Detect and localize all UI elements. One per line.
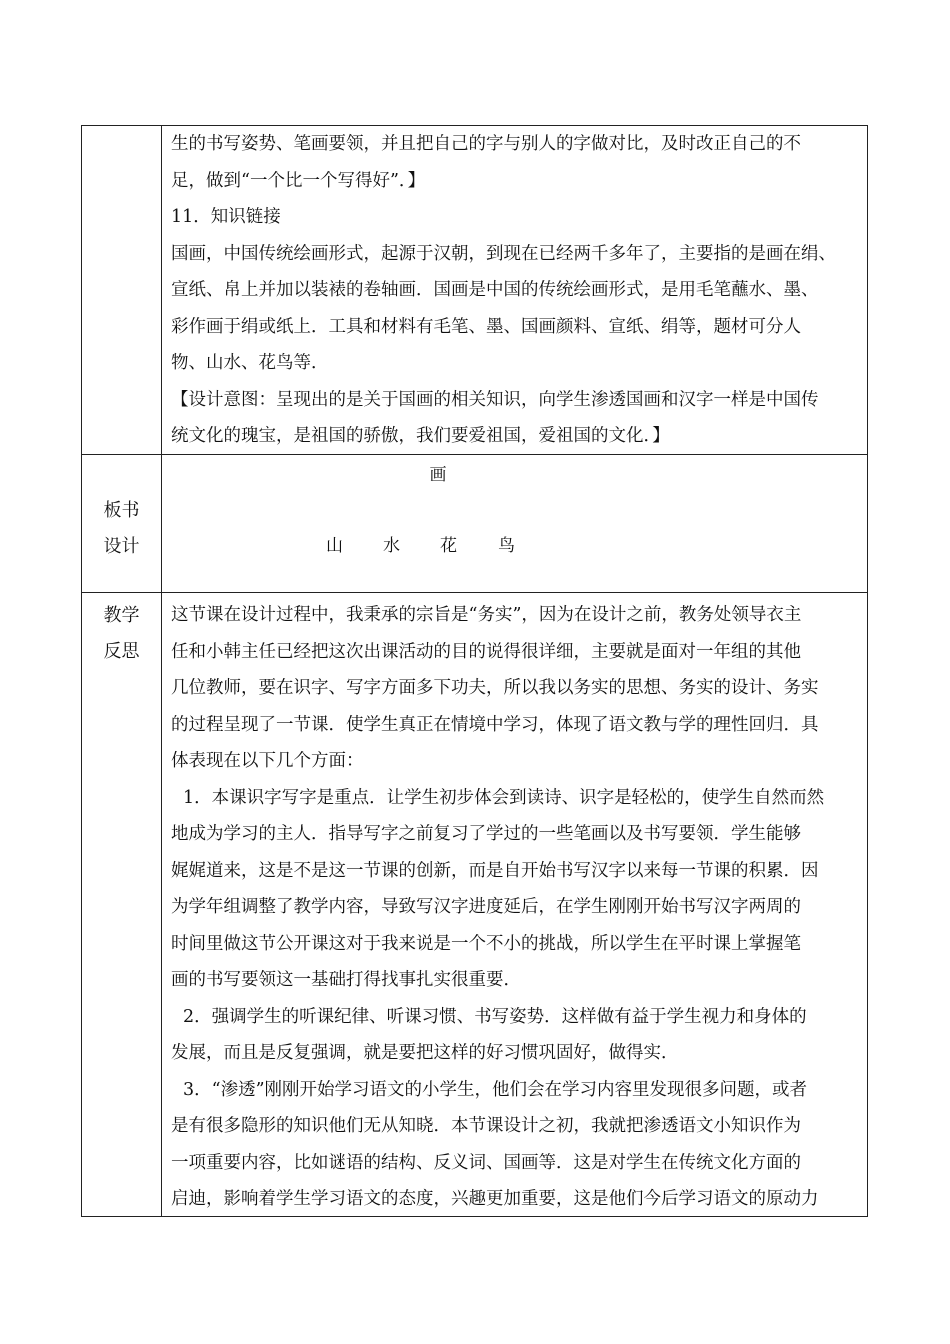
board-item-mountain: 山: [326, 536, 343, 556]
row-divider-2: [82, 592, 867, 593]
label-line: 教学: [103, 605, 140, 626]
point-1-line: 地成为学习的主人．指导写字之前复习了学过的一些笔画以及书写要领．学生能够: [171, 824, 801, 844]
column-divider: [161, 126, 162, 1216]
text-line: 物、山水、花鸟等．: [171, 353, 329, 373]
point-3-line: 一项重要内容，比如谜语的结构、反义词、国画等．这是对学生在传统文化方面的: [171, 1152, 801, 1173]
board-design-label: [82, 493, 161, 565]
label-line: 反思: [103, 641, 140, 662]
reflection-cell: [171, 597, 863, 1218]
board-title: 画: [429, 465, 447, 485]
text-line: 国画，中国传统绘画形式，起源于汉朝，到现在已经两千多年了，主要指的是画在绢、: [171, 243, 836, 264]
point-1-line: 为学年组调整了教学内容，导致写汉字进度延后，在学生刚刚开始书写汉字两周的: [171, 897, 801, 917]
text-line: 这节课在设计过程中，我秉承的宗旨是“务实”，因为在设计之前，教务处领导衣主: [171, 605, 802, 625]
point-3-line: 是有很多隐形的知识他们无从知晓．本节课设计之初，我就把渗透语文小知识作为: [171, 1116, 801, 1136]
point-1-line: 画的书写要领这一基础打得找事扎实很重要．: [171, 970, 521, 990]
text-line: 几位教师，要在识字、写字方面多下功夫，所以我以务实的思想、务实的设计、务实: [171, 678, 819, 698]
reflection-label: [82, 598, 161, 670]
text-line: 统文化的瑰宝，是祖国的骄傲，我们要爱祖国，爱祖国的文化．】: [171, 426, 670, 446]
text-line: 宣纸、帛上并加以装裱的卷轴画．国画是中国的传统绘画形式，是用毛笔蘸水、墨、: [171, 280, 819, 300]
board-item-water: 水: [383, 536, 400, 556]
text-line: 的过程呈现了一节课．使学生真正在情境中学习，体现了语文教与学的理性回归．具: [171, 714, 819, 735]
board-item-bird: 鸟: [498, 536, 515, 556]
point-3-line: 启迪，影响着学生学习语文的态度，兴趣更加重要，这是他们今后学习语文的原动力: [171, 1189, 819, 1209]
point-3-line: 3．“渗透”刚刚开始学习语文的小学生，他们会在学习内容里发现很多问题，或者: [183, 1079, 808, 1100]
board-item-flower: 花: [440, 536, 457, 556]
text-line: 【设计意图：呈现出的是关于国画的相关知识，向学生渗透国画和汉字一样是中国传: [171, 389, 819, 410]
text-line: 体表现在以下几个方面：: [171, 751, 364, 771]
section-heading: 11．知识链接: [171, 207, 281, 227]
label-line: 板书: [103, 500, 140, 521]
text-line: 足，做到“一个比一个写得好”．】: [171, 170, 426, 191]
label-line: 设计: [103, 536, 140, 557]
text-line: 任和小韩主任已经把这次出课活动的目的说得很详细，主要就是面对一年组的其他: [171, 641, 801, 662]
knowledge-link-cell: [171, 126, 863, 455]
point-1-line: 娓娓道来，这是不是这一节课的创新，而是自开始书写汉字以来每一节课的积累．因: [171, 860, 819, 881]
text-line: 彩作画于绢或纸上．工具和材料有毛笔、墨、国画颜料、宣纸、绢等，题材可分人: [171, 316, 801, 337]
point-2-line: 发展，而且是反复强调，就是要把这样的好习惯巩固好，做得实．: [171, 1043, 679, 1063]
point-1-line: 时间里做这节公开课这对于我来说是一个不小的挑战，所以学生在平时课上掌握笔: [171, 933, 801, 954]
text-line: 生的书写姿势、笔画要领，并且把自己的字与别人的字做对比，及时改正自己的不: [171, 134, 801, 154]
point-1-line: 1．本课识字写字是重点．让学生初步体会到读诗、识字是轻松的，使学生自然而然: [183, 787, 825, 808]
point-2-line: 2．强调学生的听课纪律、听课习惯、书写姿势．这样做有益于学生视力和身体的: [183, 1006, 807, 1027]
lesson-plan-table: [81, 125, 868, 1217]
